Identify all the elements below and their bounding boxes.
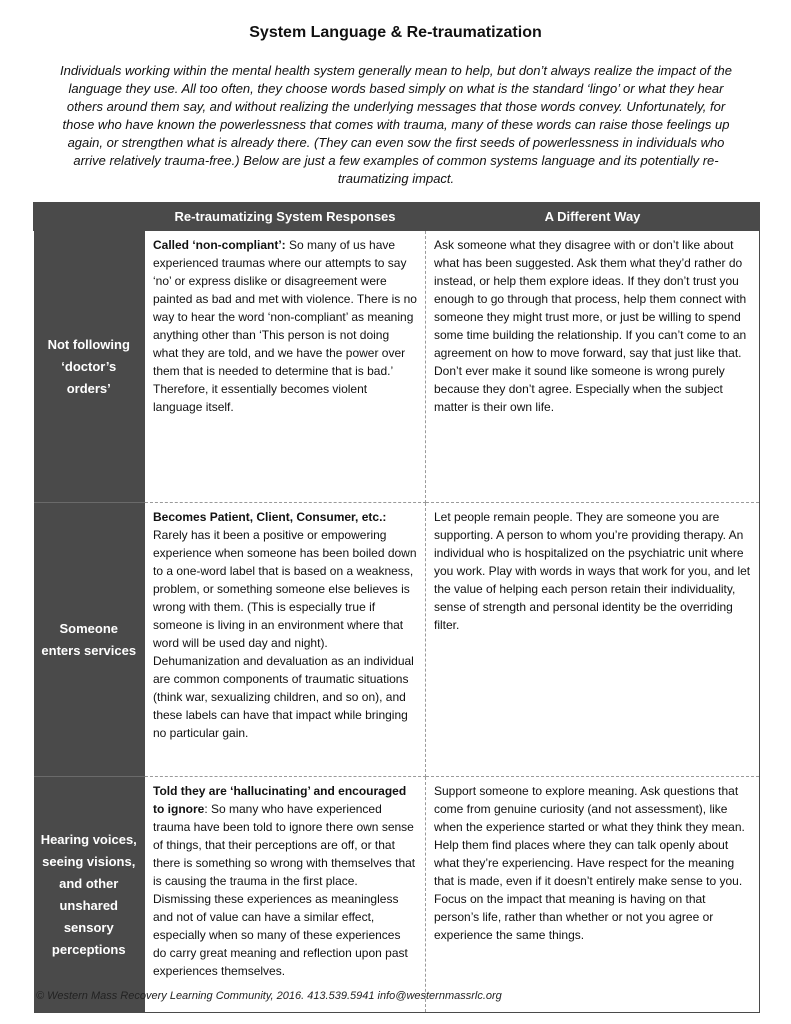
row-alternative: Support someone to explore meaning. Ask questions that come from genuine curiosity (and not assessment), like when the experience started or what they think they mean. Help them find places where they can talk openly about what they’re experiencing. Have respect for the meaning that is made, even if it doesn’t entirely make sense to you. Focus on the impact that meaning is having on that person’s life, rather than whether or not you agree or experience the same things. <box>426 777 760 1013</box>
row-alternative: Let people remain people. They are someone you are supporting. A person to whom you’re providing therapy. An individual who is hospitalized on the psychiatric unit where you work. Play with words in ways that work for you, and let the value of helping each person retain their individuality, sense of strength and personal identity be the overriding filter. <box>426 503 760 777</box>
header-situation <box>34 203 145 231</box>
row-response <box>145 777 426 1013</box>
row-response <box>145 503 426 777</box>
table-row <box>34 231 760 503</box>
response-lead: Told they are ‘hallucinating’ and encouraged to ignore <box>153 784 407 816</box>
response-text: So many of us have experienced traumas where our attempts to say ‘no’ or express dislike or disagreement were painted as bad and met with violence. There is no way to hear the word ‘non-compliant’ as meaning anything other than ‘This person is not doing what they are told, and we have the power over them that is needed to determine that is bad.’ Therefore, it essentially becomes violent language itself. <box>153 238 417 414</box>
document-title: System Language & Re-traumatization <box>249 24 542 41</box>
row-situation: Hearing voices, seeing visions, and other unshared sensory perceptions <box>34 777 145 1013</box>
table-header-row <box>34 203 760 231</box>
intro-paragraph: Individuals working within the mental health system generally mean to help, but don’t always realize the impact of the language they use. All too often, they choose words based simply on what is the standard ‘lingo’ or what they hear others around them say, and without realizing the underlying messages that those words convey. Unfortunately, for those who have known the powerlessness that comes with trauma, many of these words can raise those feelings up again, or strengthen what is already there. (They can even sow the first seeds of powerlessness in individuals who arrive relatively trauma-free.) Below are just a few examples of common systems language and its potentially re-traumatizing impact. <box>59 63 733 186</box>
response-text: Rarely has it been a positive or empowering experience when someone has been boiled down to a one-word label that is based on a weakness, problem, or something someone else believes is wrong with them. (This is especially true if someone is living in an environment where that word will be used day and night). Dehumanization and devaluation as an individual are common components of traumatic situations (think war, sexualizing children, and so on), and these labels can have that impact while bringing no particular gain. <box>153 528 417 740</box>
row-alternative: Ask someone what they disagree with or don’t like about what has been suggested. Ask them what they’d rather do instead, or help them explore ideas. If they don’t trust you enough to go through that process, help them connect with someone they might trust more, or just be willing to spend some time building the relationship. If you can’t come to an agreement on how to move forward, say that just like that. Don’t ever make it sound like someone is wrong purely because they don’t agree. Especially when the subject matter is their own life. <box>426 231 760 503</box>
row-situation: Not following ‘doctor’s orders’ <box>34 231 145 503</box>
response-lead: Called ‘non-compliant’: <box>153 238 286 252</box>
response-text: : So many who have experienced trauma have been told to ignore there own sense of things, that their perceptions are off, or that there is something so wrong with themselves that is causing the trauma in the first place. Dismissing these experiences as meaningless and not of value can have a similar effect, especially when so many of these experiences do carry great meaning and reflection upon past experiences themselves. <box>153 802 416 978</box>
row-response <box>145 231 426 503</box>
row-situation: Someone enters services <box>34 503 145 777</box>
table-row <box>34 503 760 777</box>
footer-credit: © Western Mass Recovery Learning Community, 2016. 413.539.5941 info@westernmassrlc.org <box>36 990 502 1002</box>
comparison-table <box>33 202 760 1013</box>
response-lead: Becomes Patient, Client, Consumer, etc.: <box>153 510 387 524</box>
header-system-responses: Re-traumatizing System Responses <box>145 203 426 231</box>
table-row <box>34 777 760 1013</box>
header-different-way: A Different Way <box>426 203 760 231</box>
